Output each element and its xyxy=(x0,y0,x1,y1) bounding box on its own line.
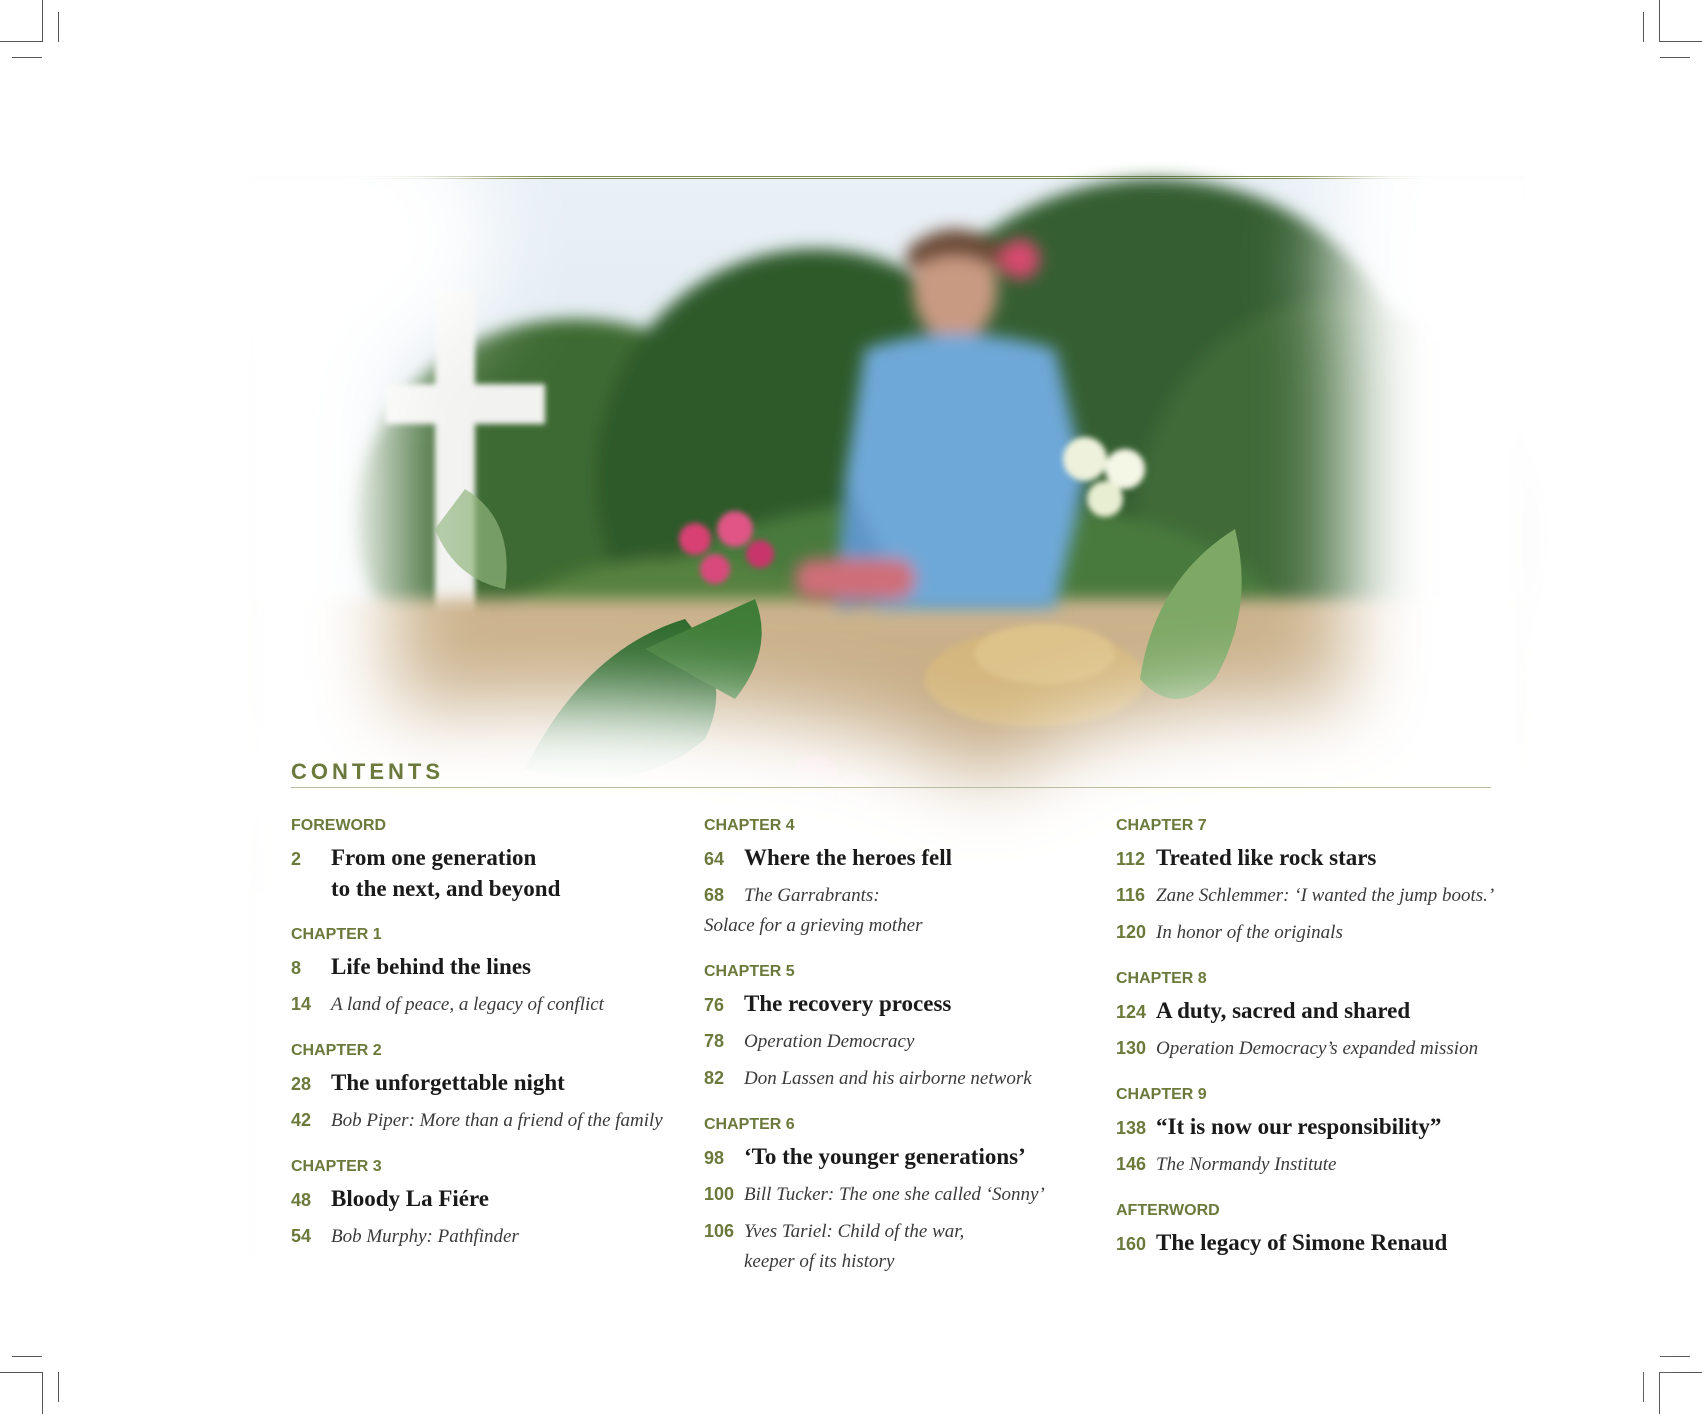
crop-mark xyxy=(1660,41,1702,42)
entry-title: From one generation xyxy=(331,845,537,870)
toc-entry[interactable] xyxy=(1116,917,1516,948)
toc-entry[interactable] xyxy=(1116,1112,1516,1143)
toc-entry[interactable] xyxy=(291,1221,691,1252)
toc-entry[interactable] xyxy=(704,989,1104,1020)
crop-mark xyxy=(0,41,42,42)
entry-subtitle: In honor of the originals xyxy=(1156,922,1343,943)
entry-title-continued: to the next, and beyond xyxy=(331,876,561,901)
page-number: 68 xyxy=(704,885,725,905)
page-number: 54 xyxy=(291,1226,312,1246)
entry-subtitle: Bob Murphy: Pathfinder xyxy=(331,1226,519,1247)
section-label: CHAPTER 6 xyxy=(704,1116,795,1133)
entry-subtitle: Bill Tucker: The one she called ‘Sonny’ xyxy=(744,1184,1045,1205)
entry-subtitle: Operation Democracy xyxy=(744,1031,915,1052)
section-label: CHAPTER 3 xyxy=(291,1158,382,1175)
entry-subtitle: Bob Piper: More than a friend of the family xyxy=(331,1110,663,1131)
section-label: CHAPTER 2 xyxy=(291,1042,382,1059)
toc-entry[interactable] xyxy=(704,1063,1104,1094)
crop-mark xyxy=(1660,1356,1690,1357)
page-number: 48 xyxy=(291,1190,312,1210)
page-number: 106 xyxy=(704,1221,735,1241)
page-number: 76 xyxy=(704,995,725,1015)
entry-subtitle-continued: Solace for a grieving mother xyxy=(704,915,923,936)
page-number: 100 xyxy=(704,1184,735,1204)
section-label: CHAPTER 9 xyxy=(1116,1086,1207,1103)
entry-title: “It is now our responsibility” xyxy=(1156,1114,1442,1139)
section-label: CHAPTER 4 xyxy=(704,817,795,834)
toc-column-2 xyxy=(704,815,1104,1277)
page-number: 8 xyxy=(291,958,302,978)
page-number: 78 xyxy=(704,1031,725,1051)
toc-entry[interactable] xyxy=(1116,1228,1516,1259)
crop-mark xyxy=(0,1372,42,1373)
page-number: 160 xyxy=(1116,1234,1147,1254)
toc-entry[interactable] xyxy=(1116,880,1516,911)
section-label: FOREWORD xyxy=(291,817,387,834)
toc-column-1 xyxy=(291,815,691,1252)
page-number: 146 xyxy=(1116,1154,1147,1174)
crop-mark xyxy=(42,1372,43,1414)
toc-entry[interactable] xyxy=(704,1216,1104,1247)
entry-title: The legacy of Simone Renaud xyxy=(1156,1230,1448,1255)
entry-subtitle: The Normandy Institute xyxy=(1156,1154,1337,1175)
entry-title: The recovery process xyxy=(744,991,952,1016)
entry-subtitle: Yves Tariel: Child of the war, xyxy=(744,1221,965,1242)
toc-column-3 xyxy=(1116,815,1516,1259)
toc-entry[interactable] xyxy=(704,843,1104,874)
toc-entry[interactable] xyxy=(1116,1033,1516,1064)
page-number: 82 xyxy=(704,1068,725,1088)
crop-mark xyxy=(12,57,42,58)
entry-title: Where the heroes fell xyxy=(744,845,953,870)
page-number: 28 xyxy=(291,1074,312,1094)
page-number: 112 xyxy=(1116,849,1146,869)
page-number: 64 xyxy=(704,849,725,869)
toc-entry[interactable] xyxy=(291,1068,691,1099)
entry-title: The unforgettable night xyxy=(331,1070,565,1095)
toc-entry[interactable] xyxy=(1116,843,1516,874)
crop-mark xyxy=(58,12,59,42)
page-number: 98 xyxy=(704,1148,725,1168)
crop-mark xyxy=(58,1372,59,1402)
section-label: CHAPTER 5 xyxy=(704,963,795,980)
page-number: 14 xyxy=(291,994,312,1014)
contents-page-frame xyxy=(252,176,1524,1272)
entry-subtitle: Zane Schlemmer: ‘I wanted the jump boots.’ xyxy=(1156,885,1495,906)
toc-entry[interactable] xyxy=(291,843,691,874)
entry-title: ‘To the younger generations’ xyxy=(744,1144,1026,1169)
page-number: 138 xyxy=(1116,1118,1147,1138)
toc-entry[interactable] xyxy=(704,880,1104,911)
crop-mark xyxy=(1643,12,1644,42)
toc-entry[interactable] xyxy=(704,1142,1104,1173)
crop-mark xyxy=(1659,0,1660,42)
entry-subtitle: The Garrabrants: xyxy=(744,885,880,906)
crop-mark xyxy=(1659,1372,1660,1414)
page-number: 120 xyxy=(1116,922,1147,942)
contents-heading: CONTENTS xyxy=(291,759,444,784)
page-number: 116 xyxy=(1116,885,1146,905)
toc-entry[interactable] xyxy=(1116,996,1516,1027)
page-number: 42 xyxy=(291,1110,312,1130)
toc-entry[interactable] xyxy=(291,952,691,983)
entry-title: Bloody La Fiére xyxy=(331,1186,490,1211)
heading-rule xyxy=(291,787,1491,788)
page-number: 2 xyxy=(291,849,302,869)
entry-title: Treated like rock stars xyxy=(1156,845,1377,870)
toc-entry[interactable] xyxy=(1116,1149,1516,1180)
entry-subtitle-continued: keeper of its history xyxy=(744,1251,895,1272)
crop-mark xyxy=(12,1356,42,1357)
entry-title: Life behind the lines xyxy=(331,954,532,979)
section-label: CHAPTER 7 xyxy=(1116,817,1207,834)
toc-entry[interactable] xyxy=(704,1179,1104,1210)
crop-mark xyxy=(1643,1372,1644,1402)
toc-entry[interactable] xyxy=(291,989,691,1020)
crop-mark xyxy=(1660,1372,1702,1373)
section-label: CHAPTER 8 xyxy=(1116,970,1207,987)
page-number: 124 xyxy=(1116,1002,1147,1022)
entry-subtitle: A land of peace, a legacy of conflict xyxy=(331,994,604,1015)
crop-mark xyxy=(42,0,43,42)
page-number: 130 xyxy=(1116,1038,1147,1058)
entry-subtitle: Operation Democracy’s expanded mission xyxy=(1156,1038,1479,1059)
section-label: AFTERWORD xyxy=(1116,1202,1220,1219)
toc-entry[interactable] xyxy=(704,1026,1104,1057)
crop-mark xyxy=(1660,57,1690,58)
toc-entry[interactable] xyxy=(291,1105,691,1136)
toc-entry[interactable] xyxy=(291,1184,691,1215)
section-label: CHAPTER 1 xyxy=(291,926,382,943)
entry-title: A duty, sacred and shared xyxy=(1156,998,1411,1023)
entry-subtitle: Don Lassen and his airborne network xyxy=(744,1068,1032,1089)
